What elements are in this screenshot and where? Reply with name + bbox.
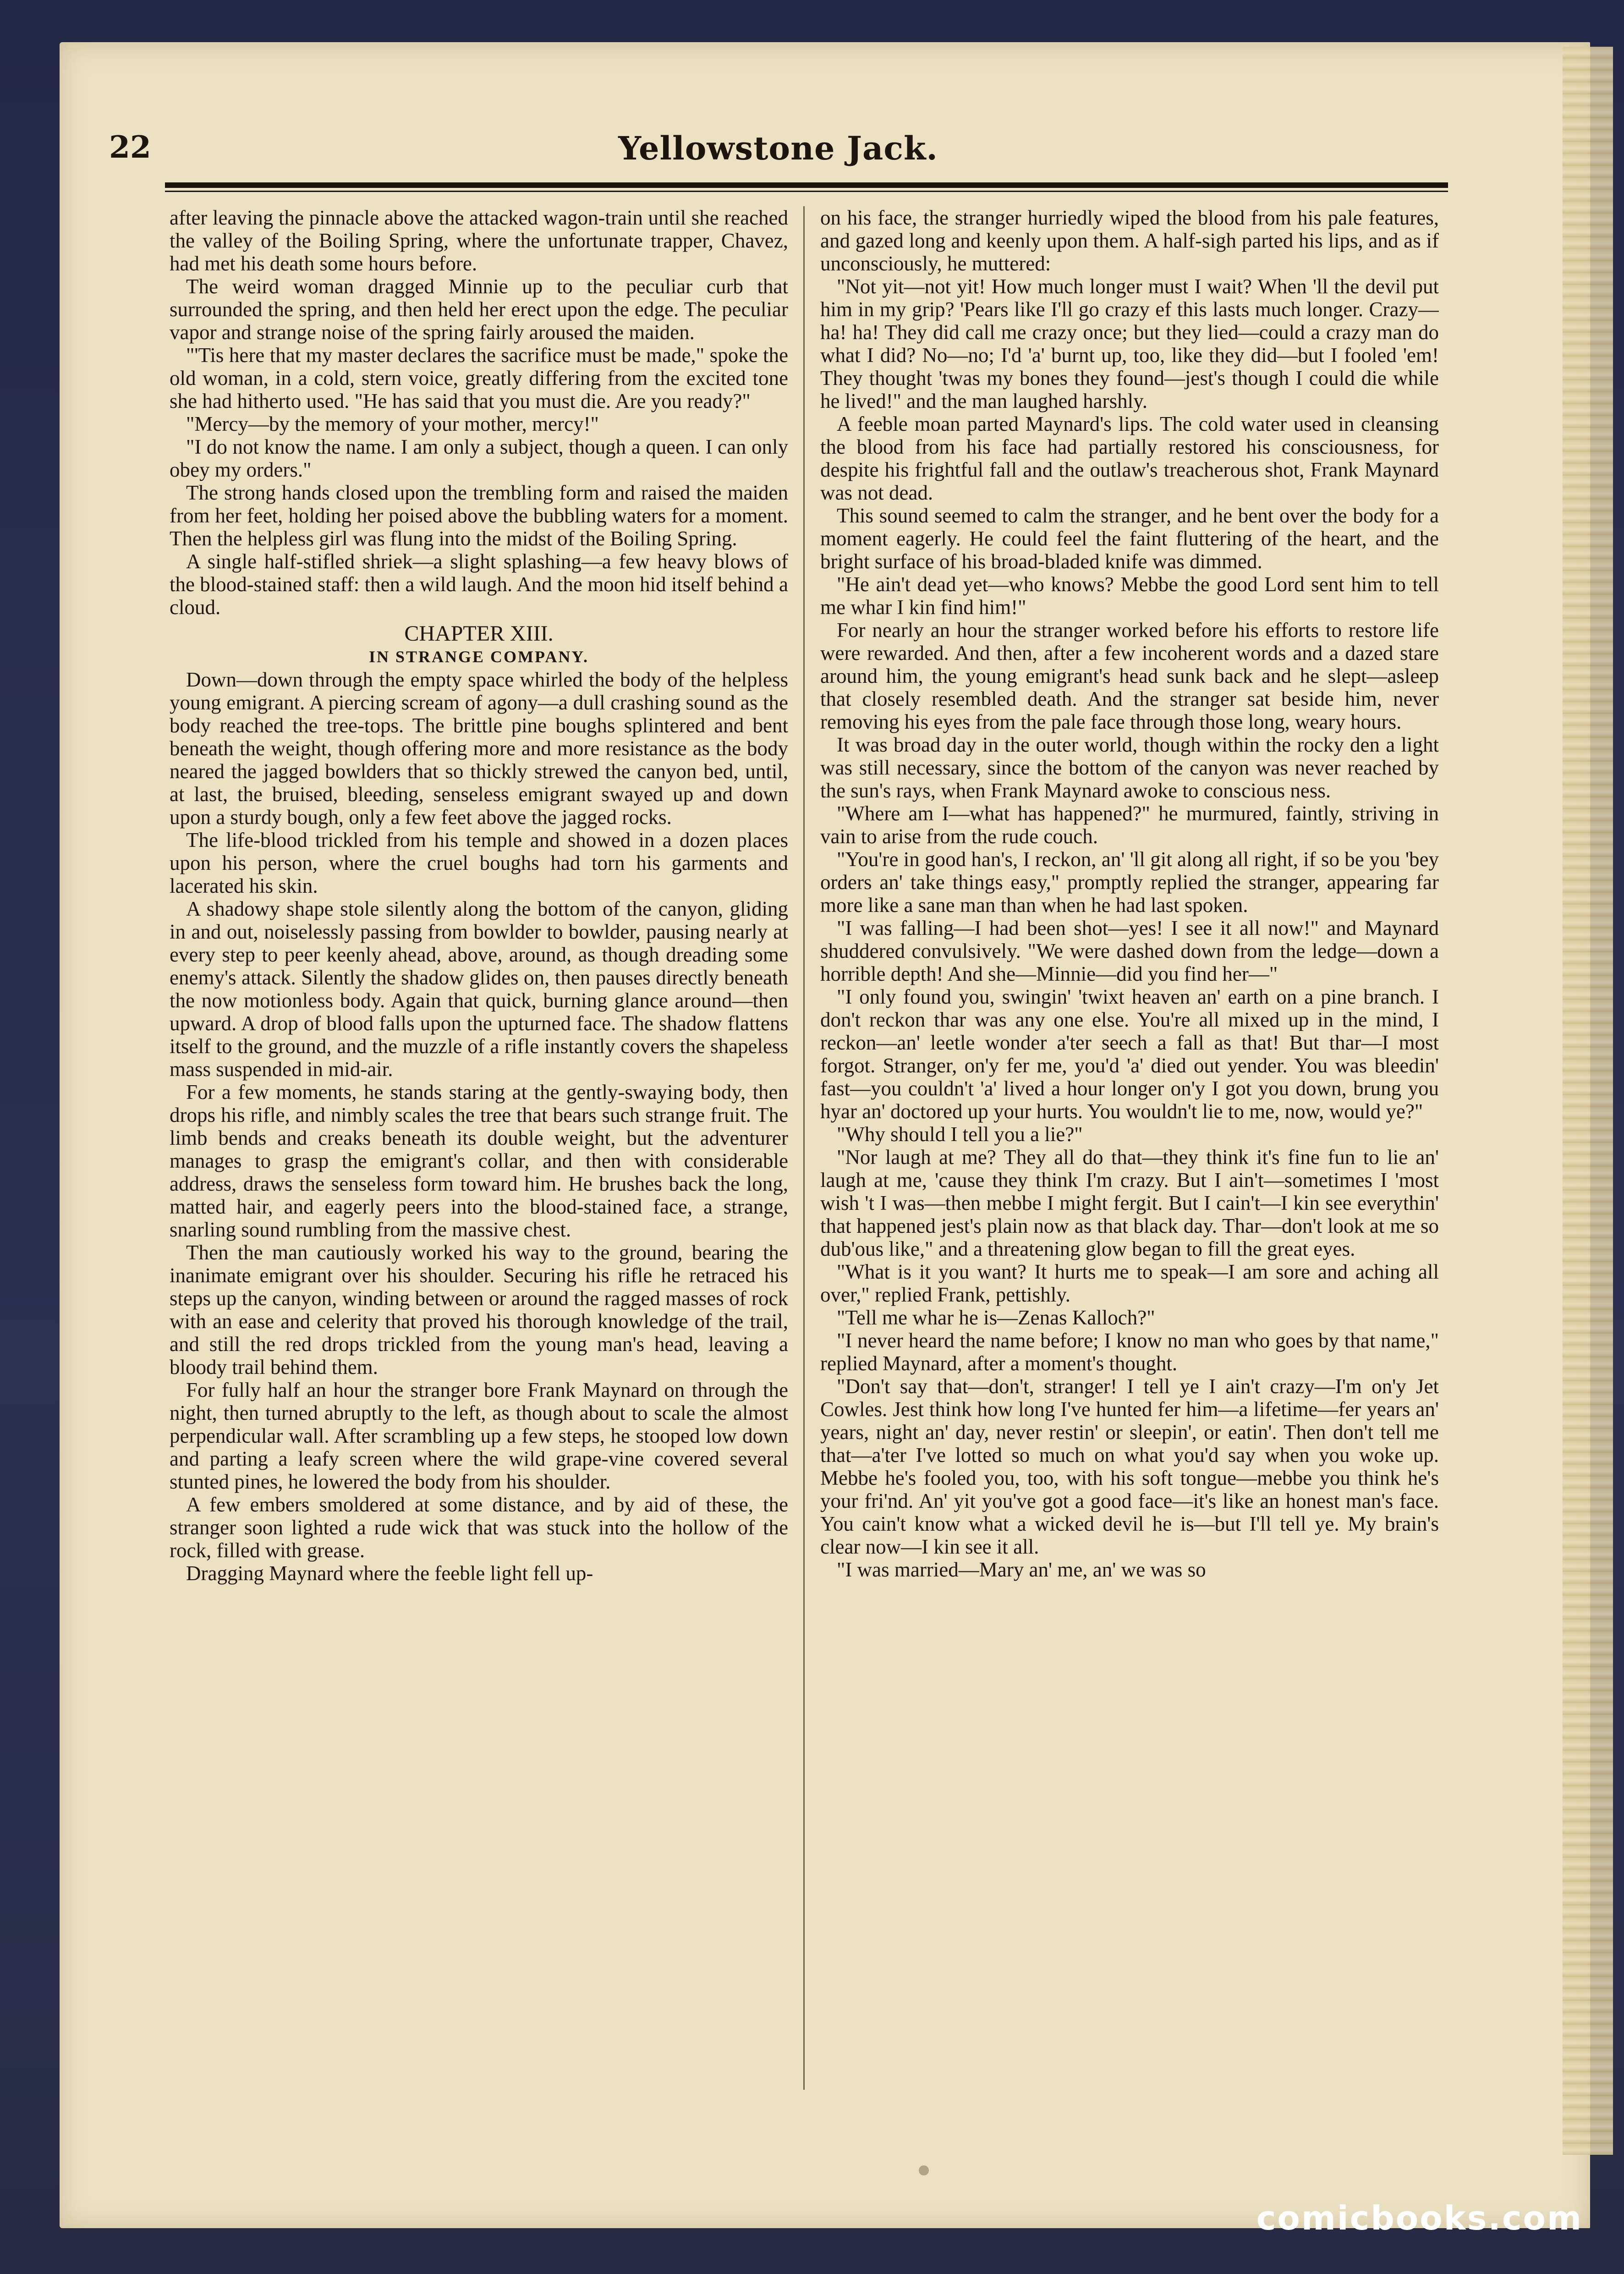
paragraph: on his face, the stranger hurriedly wiped the blood from his pale features, and gazed long and keenly upon them. A half-sigh parted his lips, and as if unconsciously, he muttered:: [820, 206, 1439, 275]
paragraph: The weird woman dragged Minnie up to the peculiar curb that surrounded the spring, and then held her erect upon the edge. The peculiar vapor and strange noise of the spring fairly aroused the maiden.: [170, 275, 788, 344]
paragraph: A shadowy shape stole silently along the bottom of the canyon, gliding in and out, noiselessly passing from bowlder to bowlder, pausing nearly at every step to peer keenly ahead, above, around, as though dreading some enemy's attack. Silently the shadow glides on, then pauses directly beneath the now motionless body. Again that quick, burning glance around—then upward. A drop of blood falls upon the upturned face. The shadow flattens itself to the ground, and the muzzle of a rifle instantly covers the shapeless mass suspended in mid-air.: [170, 897, 788, 1081]
page-header: [109, 129, 1447, 180]
chapter-subtitle: IN STRANGE COMPANY.: [368, 648, 589, 666]
paragraph: "You're in good han's, I reckon, an' 'll git along all right, if so be you 'bey orders an' take things easy," promptly replied the stranger, appearing far more like a sane man than when he had last spoken.: [820, 848, 1439, 917]
paragraph: A few embers smoldered at some distance, and by aid of these, the stranger soon lighted a rude wick that was stuck into the hollow of the rock, filled with grease.: [170, 1493, 788, 1562]
paragraph: "'Tis here that my master declares the sacrifice must be made," spoke the old woman, in a cold, stern voice, greatly differing from the excited tone she had hitherto used. "He has said that you must die. Are you ready?": [170, 344, 788, 412]
paragraph: The strong hands closed upon the trembling form and raised the maiden from her feet, holding her poised above the bubbling waters for a moment. Then the helpless girl was flung into the midst of the Boiling Spring.: [170, 481, 788, 550]
header-rule-thin: [165, 191, 1448, 192]
paragraph: "I never heard the name before; I know no man who goes by that name," replied Maynard, after a moment's thought.: [820, 1329, 1439, 1375]
paragraph: "Why should I tell you a lie?": [837, 1123, 1083, 1146]
paragraph: It was broad day in the outer world, though within the rocky den a light was still necessary, since the bottom of the canyon was never reached by the sun's rays, when Frank Maynard awoke to conscious ness.: [820, 733, 1439, 802]
paragraph: "Don't say that—don't, stranger! I tell ye I ain't crazy—I'm on'y Jet Cowles. Jest think how long I've hunted fer him—a lifetime—fer years an' years, night an' day, never restin' or sleepin', or eatin'. Then don't tell me that—a'ter I've lotted so much on what you'd say when you woke up. Mebbe he's fooled you, too, with his soft tongue—mebbe you think he's your fri'nd. An' yit you've got a good face—it's like an honest man's face. You cain't know what a wicked devil he is—but I'll tell ye. My brain's clear now—I kin see it all.: [820, 1375, 1439, 1558]
paragraph: "Not yit—not yit! How much longer must I wait? When 'll the devil put him in my grip? 'Pears like I'll go crazy ef this lasts much longer. Crazy—ha! ha! They did call me crazy once; but they lied—could a crazy man do what I did? No—no; I'd 'a' burnt up, too, like they did—but I fooled 'em! They thought 'twas my bones they found—jest's though I could die while he lived!" and the man laughed harshly.: [820, 275, 1439, 412]
paragraph: Dragging Maynard where the feeble light fell up-: [186, 1562, 593, 1585]
paragraph: "What is it you want? It hurts me to speak—I am sore and aching all over," replied Frank, pettishly.: [820, 1260, 1439, 1306]
paragraph: "I do not know the name. I am only a subject, though a queen. I can only obey my orders.": [170, 435, 788, 481]
watermark: comicbooks.com: [1256, 2199, 1583, 2237]
paragraph: "Where am I—what has happened?" he murmured, faintly, striving in vain to arise from the rude couch.: [820, 802, 1439, 848]
paragraph: Down—down through the empty space whirled the body of the helpless young emigrant. A piercing scream of agony—a dull crashing sound as the body reached the tree-tops. The brittle pine boughs splintered and bent beneath the weight, though offering more and more resistance as the body neared the jagged bowlders that so thickly strewed the canyon bed, until, at last, the bruised, bleeding, senseless emigrant swayed up and down upon a sturdy bough, only a few feet above the jagged rocks.: [170, 668, 788, 829]
paragraph: For nearly an hour the stranger worked before his efforts to restore life were rewarded. And then, after a few incoherent words and a dazed stare around him, the young emigrant's head sunk back and he slept—asleep that closely resembled death. And the stranger sat beside him, never removing his eyes from the pale face through those long, weary hours.: [820, 619, 1439, 733]
paragraph: "I was married—Mary an' me, an' we was so: [837, 1558, 1206, 1581]
paragraph: This sound seemed to calm the stranger, and he bent over the body for a moment eagerly. He could feel the faint fluttering of the heart, and the bright surface of his broad-bladed knife was dimmed.: [820, 504, 1439, 573]
page-number: 22: [109, 129, 151, 165]
paragraph: "I was falling—I had been shot—yes! I see it all now!" and Maynard shuddered convulsively. "We were dashed down from the ledge—down a horrible depth! And she—Minnie—did you find her—": [820, 917, 1439, 985]
paragraph: "I only found you, swingin' 'twixt heaven an' earth on a pine branch. I don't reckon thar was any one else. You're all mixed up in the mind, I reckon—an' leetle wonder a'ter seech a fall as that! But thar—I most forgot. Stranger, on'y fer me, you'd 'a' died out yender. You was bleedin' fast—you couldn't 'a' lived a hour longer on'y I got you down, brung you hyar an' doctored up your hurts. You wouldn't lie to me, now, would ye?": [820, 985, 1439, 1123]
paragraph: A feeble moan parted Maynard's lips. The cold water used in cleansing the blood from his face had partially restored his consciousness, for despite his frightful fall and the outlaw's treacherous shot, Frank Maynard was not dead.: [820, 412, 1439, 504]
paragraph: after leaving the pinnacle above the attacked wagon-train until she reached the valley of the Boiling Spring, where the unfortunate trapper, Chavez, had met his death some hours before.: [170, 206, 788, 275]
header-rule: [165, 182, 1448, 188]
paragraph: For a few moments, he stands staring at the gently-swaying body, then drops his rifle, and nimbly scales the tree that bears such strange fruit. The limb bends and creaks beneath its double weight, but the adventurer manages to grasp the emigrant's collar, and then with considerable address, draws the senseless form toward him. He brushes back the long, matted hair, and eagerly peers into the blood-stained face, a strange, snarling sound rumbling from the massive chest.: [170, 1081, 788, 1241]
page-edge: [1563, 47, 1613, 2155]
paragraph: Then the man cautiously worked his way to the ground, bearing the inanimate emigrant over his shoulder. Securing his rifle he retraced his steps up the canyon, winding between or around the ragged masses of rock with an ease and celerity that proved his thorough knowledge of the trail, and still the red drops trickled from the young man's head, leaving a bloody trail behind them.: [170, 1241, 788, 1379]
paragraph: A single half-stifled shriek—a slight splashing—a few heavy blows of the blood-stained staff: then a wild laugh. And the moon hid itself behind a cloud.: [170, 550, 788, 619]
right-column: [820, 206, 1439, 2099]
paragraph: The life-blood trickled from his temple and showed in a dozen places upon his person, where the cruel boughs had torn his garments and lacerated his skin.: [170, 829, 788, 897]
left-column: [170, 206, 788, 2099]
paragraph: "Mercy—by the memory of your mother, mercy!": [186, 412, 599, 435]
paper-blemish: [919, 2165, 929, 2175]
paragraph: "Tell me whar he is—Zenas Kalloch?": [837, 1306, 1155, 1329]
paragraph: "He ain't dead yet—who knows? Mebbe the good Lord sent him to tell me whar I kin find him!": [820, 573, 1439, 619]
running-title: Yellowstone Jack.: [618, 129, 938, 167]
paragraph: "Nor laugh at me? They all do that—they think it's fine fun to lie an' laugh at me, 'cause they think I'm crazy. But I ain't—sometimes I 'most wish 't I was—then mebbe I might fergit. But I cain't—I kin see everythin' that happened jest's plain now as that black day. Thar—don't look at me so dub'ous like," and a threatening glow began to fill the great eyes.: [820, 1146, 1439, 1260]
chapter-title: CHAPTER XIII.: [404, 621, 554, 646]
column-divider: [803, 206, 805, 2090]
paragraph: For fully half an hour the stranger bore Frank Maynard on through the night, then turned abruptly to the left, as though about to scale the almost perpendicular wall. After scrambling up a few steps, he stooped low down and parting a leafy screen where the wild grape-vine covered several stunted pines, he lowered the body from his shoulder.: [170, 1379, 788, 1493]
